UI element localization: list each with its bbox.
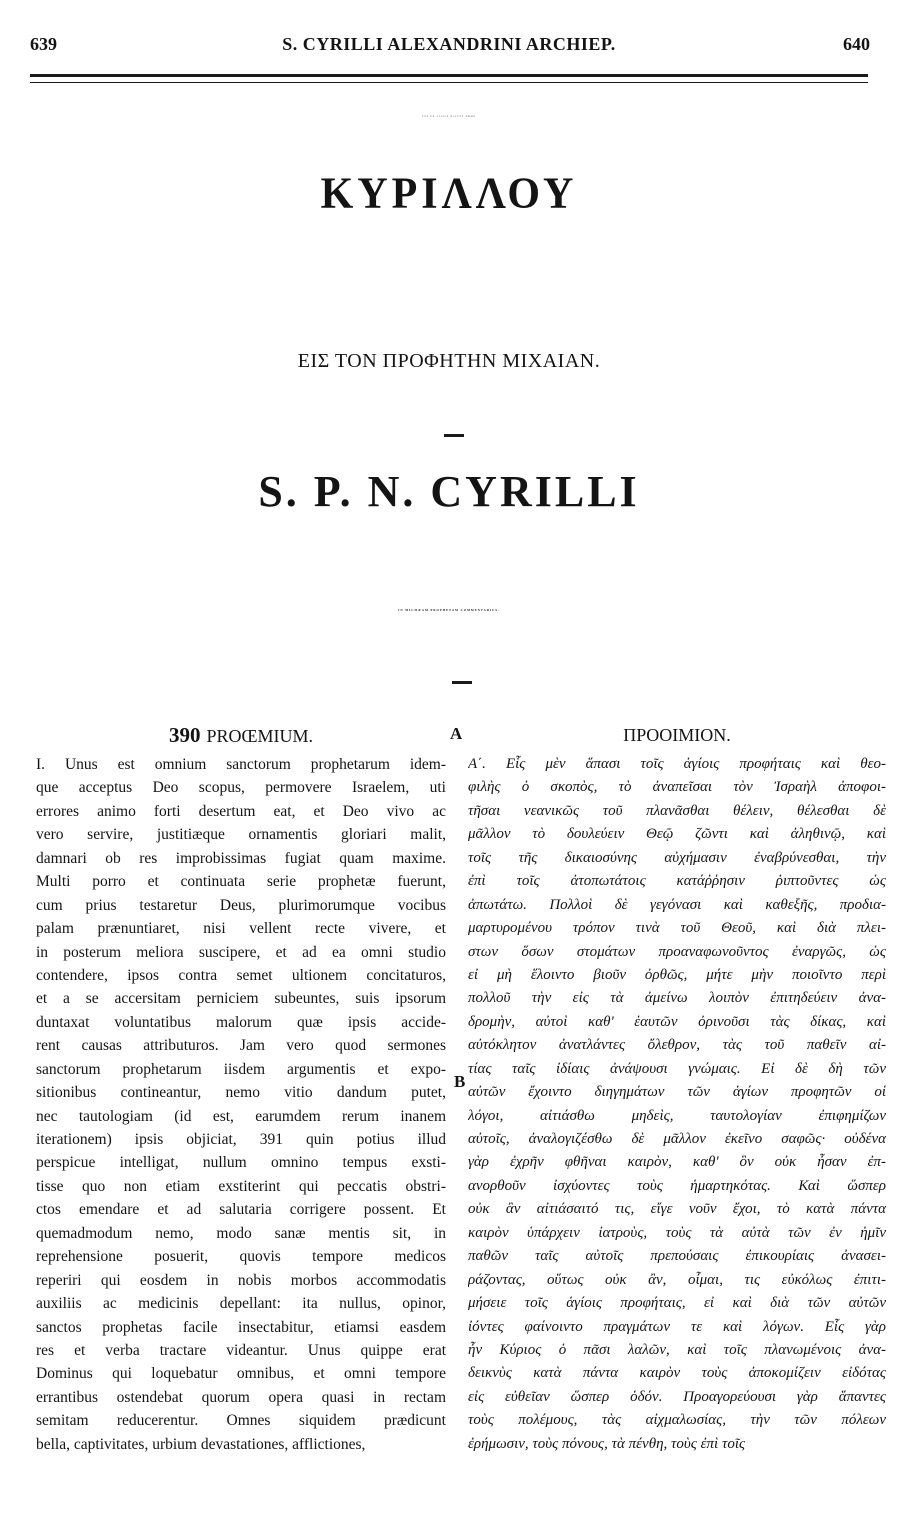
text-line: λόγοι, αἰτιάσθω μηδεὶς, ταυτολογίαν ἐπιφημίζων <box>468 1107 886 1124</box>
greek-column <box>468 723 886 1456</box>
text-line: ἐρήμωσιν, τοὺς πόνους, τὰ πένθη, τοὺς ἐπὶ τοῖς <box>468 1435 746 1452</box>
text-line: Α΄. Εἷς μὲν ἅπασι τοῖς ἁγίοις προφήταις καὶ θεο- <box>468 756 886 772</box>
running-title: S. CYRILLI ALEXANDRINI ARCHIEP. <box>282 34 616 54</box>
text-line: iterationem) ipsis objiciat, 391 quin potius illud <box>36 1131 446 1148</box>
text-line: αὐτοῖς, ἀναλογιζέσθω δὲ μᾶλλον ἐκεῖνο σαφῶς· οὐδένα <box>468 1131 886 1147</box>
page-number-left: 639 <box>30 34 57 54</box>
margin-marker-a: A <box>450 724 463 743</box>
text-line: errores animo forti desertum eat, et Deo vivo ac <box>36 802 446 820</box>
text-line: cum prius testaretur Deus, plurimorumque vocibus <box>36 896 446 914</box>
greek-work-title: ΕΙΣ ΤΟΝ ΠΡΟΦΗΤΗΝ ΜΙΧΑΙΑΝ. <box>297 350 601 372</box>
text-line: palam prænuntiaret, nisi vellent recte vivere, et <box>36 920 446 938</box>
text-line: I. Unus est omnium sanctorum prophetarum idem- <box>36 756 446 773</box>
text-line: in posterum meliora suscipere, et ad ea omni studio <box>36 943 446 961</box>
text-line: μήσειε τοῖς ἁγίοις προφήταις, εἰ καὶ διὰ τῶν αὐτῶν <box>468 1295 886 1312</box>
text-line: τοῖς τῆς δικαιοσύνης αὐχήμασιν ἐναβρύνεσθαι, τὴν <box>468 849 886 866</box>
text-line: duntaxat voluntatibus malorum quæ ipsis accide- <box>36 1013 446 1031</box>
text-line: contendere, ipsos contra semet ultionem concitaturos, <box>36 966 446 984</box>
text-line: τῆσαι νεανικῶς τοῦ πλανᾶσθαι θέλειν, θέλεσθαι δὲ <box>468 802 886 819</box>
text-line: ράζοντας, οὕτως οὐκ ἂν, οἶμαι, τις εὐκόλως ἐπιτι- <box>468 1271 886 1288</box>
latin-work-title: IN MICHÆAM PROPHETAM COMMENTARIUS. <box>398 608 500 612</box>
greek-text-body <box>468 753 886 1456</box>
text-line: παθῶν ταῖς αὐτοῖς πρεπούσαις ἐπικουρίαις ἀνασει- <box>468 1248 886 1265</box>
text-line: ἰόντες φαίνοιντο πραγμάτων τε καὶ λόγων. Εἷς γὰρ <box>468 1318 886 1335</box>
latin-column <box>36 723 446 1456</box>
text-line: sanctos prophetas facile insectabitur, etiamsi easdem <box>36 1318 446 1336</box>
text-line: ctos emendare et ad salutaria corrigere possent. Et <box>36 1201 446 1219</box>
text-line: ανορθοῦν ἰσχύοντες τοὺς ἡμαρτηκότας. Καὶ ὥσπερ <box>468 1177 886 1194</box>
text-line: et a se accersitam perniciem subeuntes, suis ipsorum <box>36 990 446 1008</box>
greek-column-heading <box>468 723 886 747</box>
title-divider <box>444 434 464 437</box>
header-rule <box>30 74 868 83</box>
greek-title-line1: ΤΟΥ ΕΝ ΑΓΙΟΙΣ ΠΑΤΡΟΣ ΗΜΩΝ <box>422 116 476 118</box>
text-line: καιρὸν ὑπάρχειν ἰατροὺς, τοὺς τὰ αὐτὰ τῶν ἐν ἡμῖν <box>468 1224 886 1241</box>
text-line: μαρτυρομένου τρόπον τινὰ τοῦ Θεοῦ, καὶ διὰ πλει- <box>468 920 886 937</box>
margin-marker-b: B <box>454 1072 466 1091</box>
text-line: στων ὅσων στομάτων προαναφωνοῦντος ἐναργῶς, ὡς <box>468 943 886 960</box>
text-line: μᾶλλον τὸ δουλεύειν Θεῷ ζῶντι καὶ ἀληθινῷ, καὶ <box>468 826 886 843</box>
text-line: reprehensione posuerit, quovis tempore medicos <box>36 1248 446 1266</box>
text-line: nec tautologiam (id est, earumdem rerum inanem <box>36 1107 446 1125</box>
latin-heading-text: PROŒMIUM. <box>206 726 314 746</box>
text-line: δεικνὺς κατὰ πάντα καιρὸν τοὺς ἀποκομίζειν εἰδότας <box>468 1365 886 1382</box>
text-line: τοὺς πολέμους, τὰς αἰχμαλωσίας, τὴν τῶν πόλεων <box>468 1412 886 1429</box>
text-line: rent causas attributuros. Jam vero quod sermones <box>36 1037 446 1055</box>
latin-text-body <box>36 753 446 1456</box>
text-line: perspicue intelligat, nullum omnino tempus exsti- <box>36 1154 446 1172</box>
text-line: εἰς εὐθεῖαν ὥσπερ ὁδόν. Προαγορεύουσι γὰρ ἅπαντες <box>468 1388 886 1405</box>
text-line: sanctorum prophetarum iisdem argumentis et expo- <box>36 1060 446 1078</box>
text-line: reperiri qui eosdem in nobis morbos accommodatis <box>36 1271 446 1289</box>
text-line: res et verba tractare videantur. Unus quippe erat <box>36 1341 446 1359</box>
text-line: Dominus qui loquebatur omnibus, et omni tempore <box>36 1365 446 1383</box>
text-line: que acceptus Deo scopus, permovere Israelem, uti <box>36 779 446 797</box>
text-line: ἀπωτάτω. Πολλοὶ δὲ γεγόνασι καὶ καθεξῆς, προδια- <box>468 896 886 913</box>
latin-author-name: S. P. N. CYRILLI <box>258 467 640 516</box>
page-number-right: 640 <box>843 34 870 54</box>
text-line: φιλὴς ὁ σκοπὸς, τὸ ἀναπεῖσαι τὸν Ἰσραὴλ ἀποφοι- <box>468 779 886 796</box>
text-line: ἦν Κύριος ὁ πᾶσι λαλῶν, καὶ τοῖς πλανωμένοις ἀνα- <box>468 1341 886 1358</box>
text-line: sitionibus contineantur, nemo vitio dandum putet, <box>36 1084 446 1102</box>
text-line: γὰρ ἐχρῆν φθῆναι καιρὸν, καθ' ὃν οὐκ ἦσαν ἐπ- <box>468 1154 886 1171</box>
text-line: errantibus ostendebat quorum opera quasi in rectam <box>36 1388 446 1406</box>
text-line: τίας ταῖς ἰδίαις ἀνάψουσι γνώμαις. Εἰ δὲ δὴ τῶν <box>468 1060 886 1077</box>
text-line: Multi porro et continuata serie prophetæ fuerunt, <box>36 873 446 891</box>
text-line: quemadmodum nemo, modo sanæ mentis sit, in <box>36 1224 446 1242</box>
text-line: δρομὴν, αὐτοὶ καθ' ἑαυτῶν ὀρινοῦσι τὰς δίκας, καὶ <box>468 1013 886 1030</box>
text-line: semitam reducerentur. Omnes siquidem prædicunt <box>36 1412 446 1430</box>
section-divider <box>452 681 472 684</box>
greek-heading-text: ΠΡΟΟΙΜΙΟΝ. <box>623 725 731 745</box>
text-line: αὐτόκλητον ἀνατλάντες ὄλεθρον, τὰς τοῦ παθεῖν αἰ- <box>468 1037 886 1054</box>
text-line: auxiliis ac medicinis depellant: ita nullus, opinor, <box>36 1295 446 1313</box>
text-line: damnari ob res improbissimas fugiat quam maxime. <box>36 849 446 867</box>
column-page-number: 390 <box>168 723 201 747</box>
text-line: ἐπὶ τοῖς ἀτοπωτάτοις κατάῤῥησιν ῥιπτοῦντες ὡς <box>468 873 886 890</box>
running-head <box>0 34 898 58</box>
text-line: αὐτῶν ἔχοιντο διηγημάτων τῶν ἁγίων προφητῶν οἱ <box>468 1084 886 1101</box>
text-line: vero servire, justitiæque ornamentis gloriari malit, <box>36 826 446 844</box>
text-line: εἰ μὴ ἕλοιντο βιοῦν ὀρθῶς, μήτε μὴν ποιοῖντο περὶ <box>468 966 886 983</box>
latin-column-heading <box>36 723 446 747</box>
text-line: οὐκ ἂν αἰτιάσαιτό τις, εἴγε νοῦν ἔχοι, τὸ κατὰ πάντα <box>468 1201 886 1218</box>
text-line: πολλοῦ τὴν εἰς τὰ ἀμείνω λοιπὸν ἐπιτηδεύειν ἀνα- <box>468 990 886 1007</box>
text-line: tisse quo non etiam exstiterint qui peccatis obstri- <box>36 1177 446 1195</box>
text-line: bella, captivitates, urbium devastationes, afflictiones, <box>36 1435 366 1453</box>
greek-author-name: ΚΥΡΙΛΛΟΥ <box>320 169 578 219</box>
